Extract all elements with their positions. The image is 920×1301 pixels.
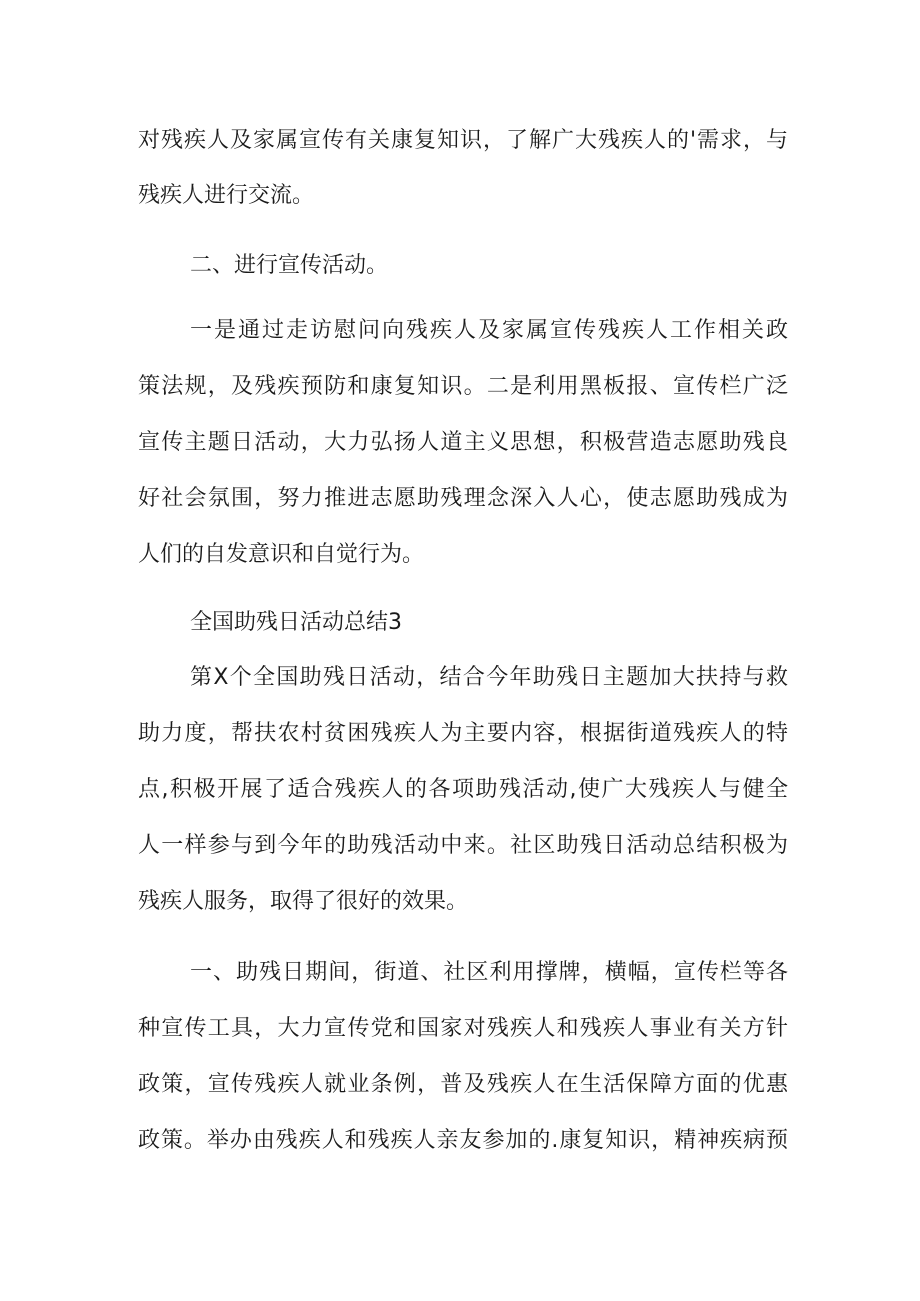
paragraph-line: 残疾人进行交流。 [138, 183, 315, 208]
paragraph-line: 政策，宣传残疾人就业条例，普及残疾人在生活保障方面的优惠 [138, 1072, 788, 1097]
paragraph-line: 第X个全国助残日活动，结合今年助残日主题加大扶持与救 [190, 665, 788, 690]
paragraph-line: 对残疾人及家属宣传有关康复知识，了解广大残疾人的'需求，与 [138, 128, 788, 153]
paragraph-line: 策法规，及残疾预防和康复知识。二是利用黑板报、宣传栏广泛 [138, 374, 788, 399]
section-heading: 二、进行宣传活动。 [190, 253, 389, 278]
paragraph-line: 一、助残日期间，街道、社区利用撑牌，横幅，宣传栏等各 [190, 960, 788, 985]
paragraph-line: 人一样参与到今年的助残活动中来。社区助残日活动总结积极为 [138, 833, 788, 858]
paragraph-line: 点,积极开展了适合残疾人的各项助残活动,使广大残疾人与健全 [138, 777, 788, 802]
paragraph-line: 好社会氛围，努力推进志愿助残理念深入人心，使志愿助残成为 [138, 486, 788, 511]
paragraph-line: 政策。举办由残疾人和残疾人亲友参加的.康复知识，精神疾病预 [138, 1128, 788, 1153]
article-title: 全国助残日活动总结3 [190, 610, 402, 635]
paragraph-line: 一是通过走访慰问向残疾人及家属宣传残疾人工作相关政 [190, 318, 788, 343]
paragraph-line: 人们的自发意识和自觉行为。 [138, 542, 425, 567]
paragraph-line: 宣传主题日活动，大力弘扬人道主义思想，积极营造志愿助残良 [138, 430, 788, 455]
paragraph-line: 助力度，帮扶农村贫困残疾人为主要内容，根据街道残疾人的特 [138, 721, 788, 746]
paragraph-line: 残疾人服务，取得了很好的效果。 [138, 889, 469, 914]
paragraph-line: 种宣传工具，大力宣传党和国家对残疾人和残疾人事业有关方针 [138, 1016, 788, 1041]
